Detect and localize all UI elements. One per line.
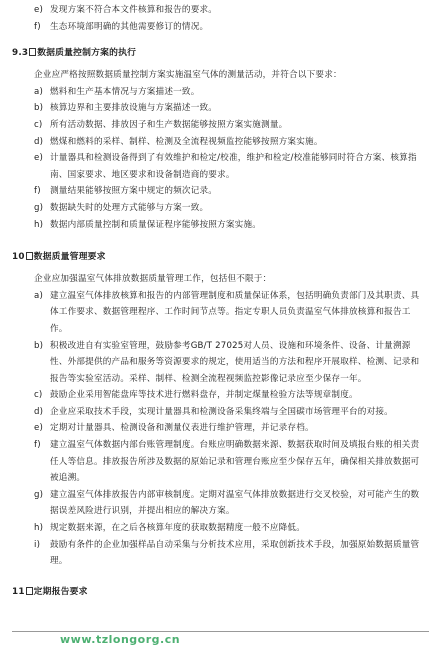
top-items — [12, 2, 425, 35]
list-item — [12, 288, 425, 338]
list-text: 计量器具和检测设备得到了有效维护和检定/校准，维护和检定/校准能够同时符合方案、核算指南、国家要求、地区要求和设备制造商的要求。 — [50, 153, 417, 180]
list-item — [12, 404, 425, 421]
section-intro: 企业应加强温室气体排放数据质量管理工作，包括但不限于： — [34, 274, 272, 285]
list-marker: b) — [34, 103, 44, 114]
list-marker: h) — [34, 219, 44, 230]
list-text: 定期对计量器具、检测设备和测量仪表进行维护管理，并记录存档。 — [50, 423, 314, 434]
list-text: 建立温室气体排放核算和报告的内部管理制度和质量保证体系，包括明确负责部门及其职责、具体工作要求、数据管理程序、工作时间节点等。指定专职人员负责温室气体排放核算和报告工作。 — [50, 290, 420, 334]
list-marker: a) — [34, 290, 44, 301]
list-text: 所有活动数据、排放因子和生产数据能够按照方案实施测量。 — [50, 119, 288, 130]
list-marker: e) — [34, 423, 44, 434]
list-text: 积极改进自有实验室管理，鼓励参考GB/T 27025对人员、设施和环境条件、设备、计量溯源性、外部提供的产品和服务等资源要求的规定，使用适当的方法和程序开展取样、检测、记录和报告等实验室活动。采样、制样、检测全流程视频监控影像记录应至少保存一年。 — [50, 340, 420, 384]
list-marker: g) — [34, 202, 44, 213]
box-glyph-icon — [29, 48, 36, 56]
list-text: 数据缺失时的处理方式能够与方案一致。 — [50, 202, 209, 213]
list-item — [12, 84, 425, 101]
list-item — [12, 537, 425, 570]
list-item — [12, 2, 425, 19]
section-heading-10 — [12, 249, 425, 265]
list-item — [12, 217, 425, 234]
list-item — [12, 117, 425, 134]
list-marker: e) — [34, 5, 44, 15]
section-title: 数据质量管理要求 — [33, 252, 106, 263]
list-item — [12, 387, 425, 404]
list-marker: d) — [34, 406, 44, 417]
section-title: 定期报告要求 — [33, 586, 88, 597]
list-item — [12, 437, 425, 487]
list-marker: f) — [34, 21, 41, 32]
list-marker: e) — [34, 153, 44, 164]
list-text: 发现方案不符合本文件核算和报告的要求。 — [50, 5, 218, 15]
section-9-3-items — [12, 84, 425, 233]
section-title: 数据质量控制方案的执行 — [37, 48, 137, 59]
list-marker: i) — [34, 539, 41, 550]
list-marker: c) — [34, 119, 43, 130]
section-number: 11 — [12, 586, 25, 597]
list-marker: d) — [34, 136, 44, 147]
page-bottom-rule — [12, 631, 429, 632]
list-marker: g) — [34, 489, 44, 500]
list-text: 企业应采取技术手段，实现计量器具和检测设备采集终端与全国碳市场管理平台的对接。 — [50, 406, 393, 417]
list-text: 数据内部质量控制和质量保证程序能够按照方案实施。 — [50, 219, 262, 230]
list-marker: f) — [34, 440, 41, 451]
section-heading-11 — [12, 584, 425, 600]
list-item — [12, 134, 425, 151]
list-text: 建立温室气体数据内部台账管理制度。台账应明确数据来源、数据获取时间及填报台账的相关责任人等信息。排放报告所涉及数据的原始记录和管理台账应至少保存五年，确保相关排放数据可被追溯。 — [50, 440, 420, 484]
list-text: 鼓励企业采用智能盘库等技术进行燃料盘存，并制定煤量检验方法等规章制度。 — [50, 390, 358, 401]
list-marker: a) — [34, 86, 44, 97]
list-text: 规定数据来源，在之后各核算年度的获取数据精度一般不应降低。 — [50, 523, 306, 534]
list-text: 生态环境部明确的其他需要修订的情况。 — [50, 21, 209, 32]
list-item — [12, 487, 425, 520]
list-marker: b) — [34, 340, 44, 351]
list-marker: c) — [34, 390, 43, 401]
section-number: 9.3 — [12, 48, 29, 59]
box-glyph-icon — [26, 252, 33, 260]
section-10-items — [12, 288, 425, 570]
list-text: 核算边界和主要排放设施与方案描述一致。 — [50, 103, 218, 114]
list-text: 测量结果能够按照方案中规定的频次记录。 — [50, 186, 218, 197]
list-text: 燃煤和燃料的采样、制样、检测及全流程视频监控能够按照方案实施。 — [50, 136, 323, 147]
section-intro: 企业应严格按照数据质量控制方案实施温室气体的测量活动，并符合以下要求： — [34, 70, 342, 81]
list-text: 建立温室气体排放报告内部审核制度。定期对温室气体排放数据进行交叉校验，对可能产生的数据误差风险进行识别，并提出相应的解决方案。 — [50, 489, 420, 517]
list-text: 鼓励有条件的企业加强样品自动采集与分析技术应用，采取创新技术手段，加强原始数据质量管理。 — [50, 539, 420, 567]
section-heading-9-3 — [12, 45, 425, 61]
list-item — [12, 100, 425, 117]
list-item — [12, 338, 425, 388]
section-number: 10 — [12, 252, 25, 263]
list-text: 燃料和生产基本情况与方案描述一致。 — [50, 86, 200, 97]
list-marker: h) — [34, 523, 44, 534]
list-item — [12, 520, 425, 537]
watermark: www.tzlongorg.cn — [60, 633, 181, 646]
list-item — [12, 19, 425, 36]
list-marker: f) — [34, 186, 41, 197]
list-item — [12, 420, 425, 437]
list-item — [12, 183, 425, 200]
box-glyph-icon — [26, 587, 33, 595]
list-item — [12, 200, 425, 217]
list-item — [12, 150, 425, 183]
